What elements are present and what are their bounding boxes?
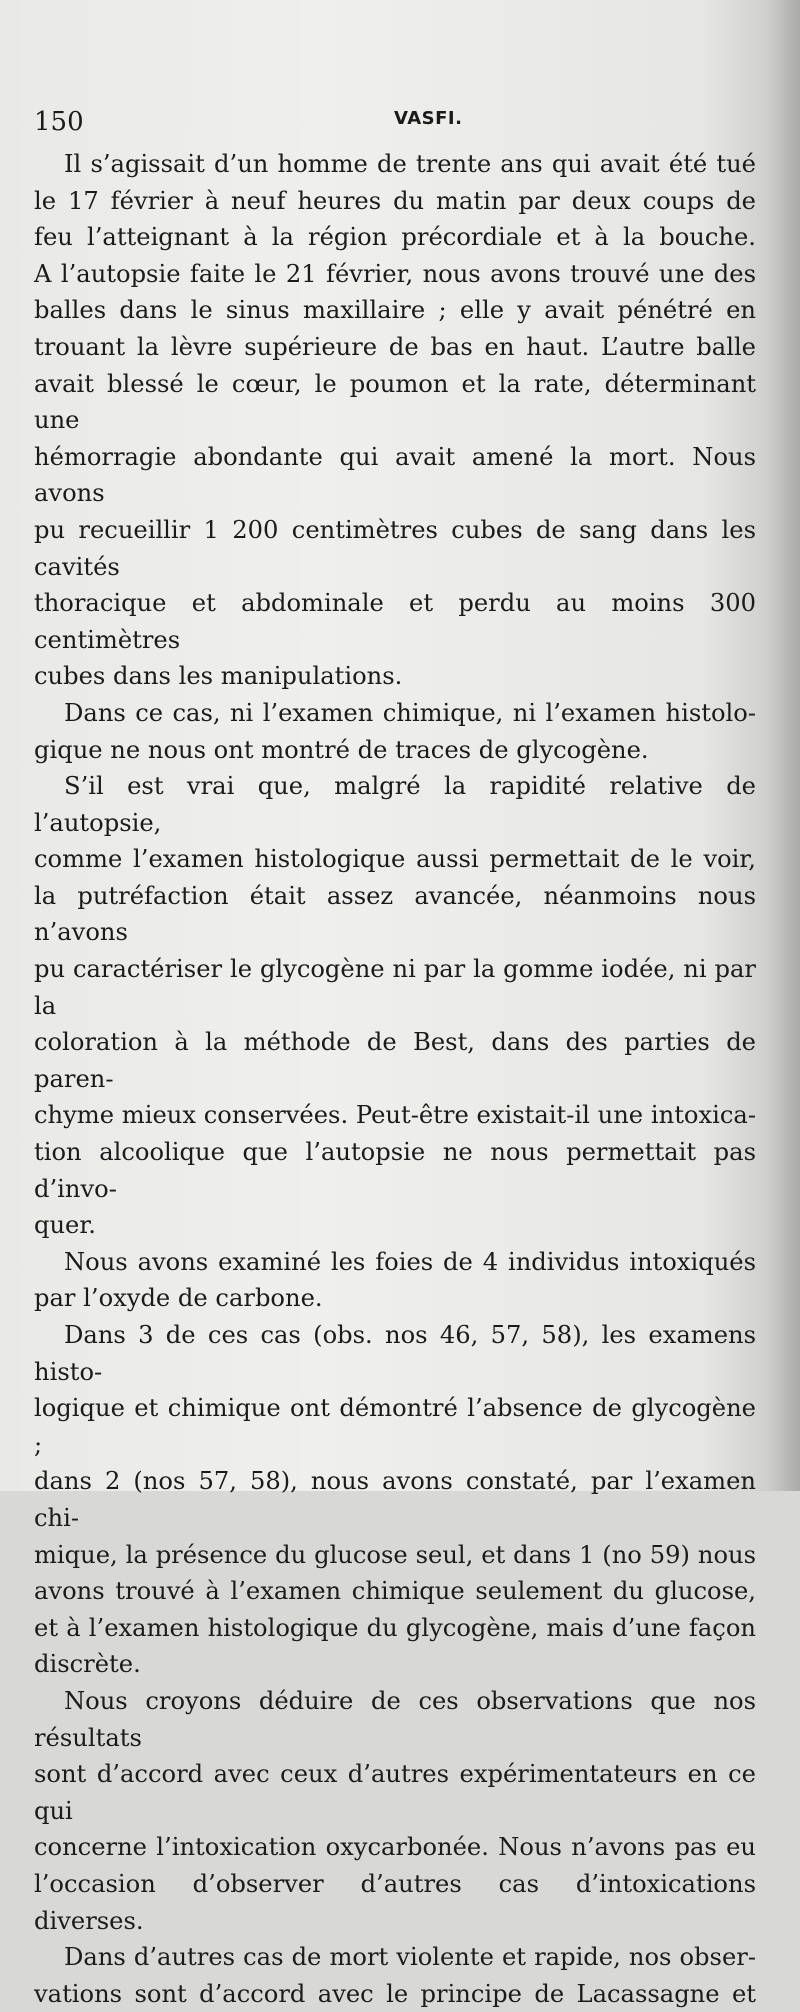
page-header	[34, 104, 758, 140]
text-line: logique et chimique ont démontré l’absence de glycogène ;	[34, 1394, 756, 1459]
text-line: comme l’examen histologique aussi permettait de le voir,	[34, 845, 756, 874]
text-line: le 17 février à neuf heures du matin par deux coups de	[34, 186, 756, 215]
text-line: par l’oxyde de carbone.	[34, 1284, 323, 1313]
text-line: pu caractériser le glycogène ni par la gomme iodée, ni par la	[34, 955, 756, 1020]
text-line: Dans ce cas, ni l’examen chimique, ni l’examen histolo-	[64, 698, 756, 727]
text-line: l’occasion d’observer d’autres cas d’intoxications diverses.	[34, 1869, 756, 1935]
text-line: feu l’atteignant à la région précordiale et à la bouche.	[34, 223, 756, 252]
text-line: quer.	[34, 1211, 96, 1240]
page-number: 150	[34, 107, 84, 137]
text-line: avait blessé le cœur, le poumon et la rate, déterminant une	[34, 369, 756, 435]
text-line: dans 2 (nos 57, 58), nous avons constaté, par l’examen chi-	[34, 1467, 756, 1532]
text-line: avons trouvé à l’examen chimique seulement du glucose,	[34, 1577, 756, 1606]
text-line: discrète.	[34, 1650, 141, 1679]
text-line: trouant la lèvre supérieure de bas en haut. L’autre balle	[34, 332, 756, 361]
text-line: hémorragie abondante qui avait amené la mort. Nous avons	[34, 442, 756, 508]
text-line: coloration à la méthode de Best, dans des parties de paren-	[34, 1028, 756, 1093]
text-line: la putréfaction était assez avancée, néanmoins nous n’avons	[34, 881, 756, 947]
text-line: cubes dans les manipulations.	[34, 662, 403, 691]
text-line: vations sont d’accord avec le principe de Lacassagne et	[34, 1979, 756, 2008]
text-line: pu recueillir 1 200 centimètres cubes de sang dans les cavités	[34, 515, 756, 581]
text-line: Dans 3 de ces cas (obs. nos 46, 57, 58), les examens histo-	[34, 1321, 756, 1386]
text-line: A l’autopsie faite le 21 février, nous avons trouvé une des	[34, 259, 756, 288]
text-line: sont d’accord avec ceux d’autres expérimentateurs en ce qui	[34, 1760, 756, 1825]
text-line: Dans d’autres cas de mort violente et rapide, nos obser-	[64, 1943, 756, 1972]
text-line: thoracique et abdominale et perdu au moins 300 centimètres	[34, 589, 756, 654]
text-line: gique ne nous ont montré de traces de glycogène.	[34, 735, 649, 764]
text-line: tion alcoolique que l’autopsie ne nous permettait pas d’invo-	[34, 1138, 756, 1203]
text-line: chyme mieux conservées. Peut-être existait-il une intoxica-	[34, 1101, 756, 1130]
text-line: balles dans le sinus maxillaire ; elle y avait pénétré en	[34, 296, 756, 325]
text-line: Nous croyons déduire de ces observations que nos résultats	[34, 1686, 756, 1752]
text-line: S’il est vrai que, malgré la rapidité relative de l’autopsie,	[34, 772, 756, 837]
running-head: VASFI.	[394, 108, 463, 129]
text-line: Nous avons examiné les foies de 4 individus intoxiqués	[64, 1247, 756, 1276]
text-line: Il s’agissait d’un homme de trente ans qui avait été tué	[64, 150, 756, 178]
body-text	[34, 146, 756, 2012]
text-line: concerne l’intoxication oxycarbonée. Nous n’avons pas eu	[34, 1833, 756, 1862]
text-line: mique, la présence du glucose seul, et dans 1 (no 59) nous	[34, 1540, 756, 1569]
text-line: et à l’examen histologique du glycogène, mais d’une façon	[34, 1613, 756, 1642]
